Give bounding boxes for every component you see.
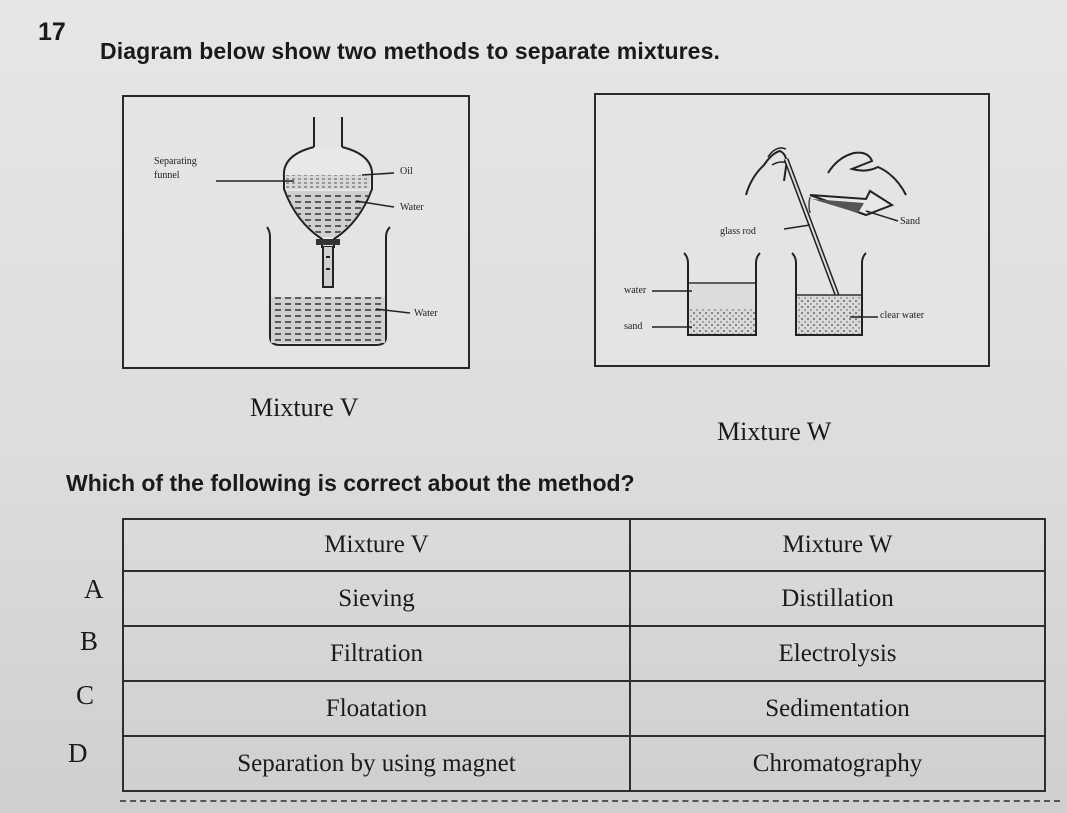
cell-a-w: Distillation	[630, 571, 1045, 626]
table-row	[123, 626, 1045, 681]
label-glass-rod: glass rod	[720, 226, 756, 237]
cell-b-v: Filtration	[123, 626, 630, 681]
label-funnel: funnel	[154, 170, 180, 181]
figure-decanting	[594, 93, 990, 367]
option-letter-d: D	[68, 738, 88, 768]
question-text: Diagram below show two methods to separate mixtures.	[100, 38, 720, 64]
cell-d-w: Chromatography	[630, 736, 1045, 791]
label-water-funnel: Water	[400, 202, 424, 213]
header-mixture-v: Mixture V	[123, 519, 630, 571]
table-row	[123, 571, 1045, 626]
caption-mixture-w: Mixture W	[717, 417, 832, 446]
label-clear-water: clear water	[880, 310, 925, 321]
question-prompt: Which of the following is correct about the method?	[66, 470, 635, 496]
label-oil: Oil	[400, 166, 413, 177]
label-sand: sand	[624, 321, 643, 332]
header-mixture-w: Mixture W	[630, 519, 1045, 571]
cell-c-v: Floatation	[123, 681, 630, 736]
answer-table	[122, 518, 1046, 792]
cell-a-v: Sieving	[123, 571, 630, 626]
option-letter-b: B	[80, 626, 99, 656]
cell-b-w: Electrolysis	[630, 626, 1045, 681]
separating-funnel-drawing	[124, 97, 468, 367]
label-water-beaker: Water	[414, 308, 438, 319]
decanting-drawing	[596, 95, 988, 365]
label-water: water	[624, 285, 647, 296]
figure-separating-funnel	[122, 95, 470, 369]
question-number: 17	[38, 18, 66, 46]
page-divider	[120, 800, 1060, 802]
label-separating: Separating	[154, 156, 197, 167]
caption-mixture-v: Mixture V	[250, 393, 359, 422]
table-header-row	[123, 519, 1045, 571]
option-letter-a: A	[84, 574, 104, 604]
table-row	[123, 736, 1045, 791]
label-sand-pour: Sand	[900, 216, 920, 227]
table-row	[123, 681, 1045, 736]
option-letter-c: C	[76, 680, 95, 710]
cell-d-v: Separation by using magnet	[123, 736, 630, 791]
cell-c-w: Sedimentation	[630, 681, 1045, 736]
